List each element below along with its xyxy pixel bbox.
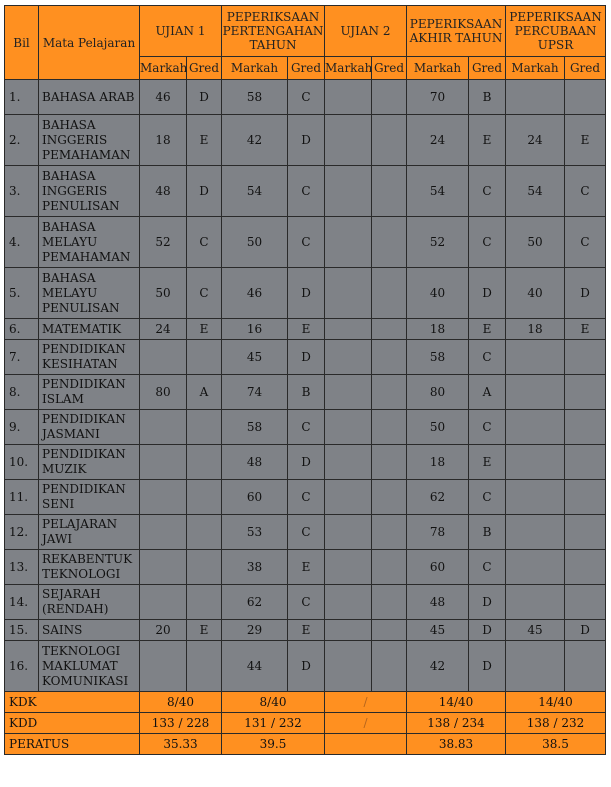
markah-cell: 78 [407, 515, 469, 550]
markah-cell: 80 [407, 375, 469, 410]
footer-peratus-value: 39.5 [222, 734, 325, 755]
table-row [5, 115, 606, 166]
gred-cell: C [469, 550, 506, 585]
markah-cell [325, 80, 372, 115]
row-number: 7. [5, 340, 39, 375]
markah-cell [506, 340, 565, 375]
markah-cell [325, 268, 372, 319]
table-row [5, 550, 606, 585]
gred-cell: C [288, 166, 325, 217]
footer-kdd-value: 131 / 232 [222, 713, 325, 734]
gred-cell [372, 480, 407, 515]
markah-cell: 45 [222, 340, 288, 375]
footer-kdd-value: / [325, 713, 407, 734]
markah-cell [325, 166, 372, 217]
markah-cell: 48 [222, 445, 288, 480]
markah-cell: 62 [222, 585, 288, 620]
footer-kdk-value: 8/40 [140, 692, 222, 713]
header-exam-akhir: PEPERIKSAAN AKHIR TAHUN [407, 6, 506, 57]
gred-cell: A [469, 375, 506, 410]
markah-cell [506, 515, 565, 550]
header-markah: Markah [140, 57, 187, 80]
table-row [5, 80, 606, 115]
gred-cell [187, 585, 222, 620]
markah-cell: 50 [506, 217, 565, 268]
row-number: 6. [5, 319, 39, 340]
header-exam-ujian1: UJIAN 1 [140, 6, 222, 57]
table-row [5, 585, 606, 620]
markah-cell [325, 585, 372, 620]
header-bil: Bil [5, 6, 39, 80]
table-row [5, 641, 606, 692]
gred-cell: E [565, 115, 606, 166]
subject-name: PENDIDIKAN SENI [39, 480, 140, 515]
subject-name: BAHASA MELAYU PENULISAN [39, 268, 140, 319]
markah-cell: 54 [506, 166, 565, 217]
gred-cell [187, 550, 222, 585]
markah-cell: 58 [222, 410, 288, 445]
markah-cell: 44 [222, 641, 288, 692]
markah-cell [506, 641, 565, 692]
markah-cell: 45 [407, 620, 469, 641]
gred-cell: D [288, 115, 325, 166]
gred-cell: D [288, 268, 325, 319]
gred-cell: E [288, 620, 325, 641]
markah-cell [140, 410, 187, 445]
header-gred: Gred [187, 57, 222, 80]
table-row [5, 620, 606, 641]
gred-cell [372, 515, 407, 550]
footer-peratus-value: 35.33 [140, 734, 222, 755]
gred-cell [565, 375, 606, 410]
header-exam-ujian2: UJIAN 2 [325, 6, 407, 57]
markah-cell: 46 [222, 268, 288, 319]
gred-cell [372, 620, 407, 641]
row-number: 1. [5, 80, 39, 115]
markah-cell [140, 445, 187, 480]
markah-cell: 45 [506, 620, 565, 641]
gred-cell: E [288, 550, 325, 585]
markah-cell [140, 480, 187, 515]
footer-kdk-value: / [325, 692, 407, 713]
footer-kdk-value: 14/40 [506, 692, 606, 713]
markah-cell: 50 [222, 217, 288, 268]
subject-name: MATEMATIK [39, 319, 140, 340]
gred-cell: C [469, 410, 506, 445]
row-number: 11. [5, 480, 39, 515]
footer-kdd-value: 133 / 228 [140, 713, 222, 734]
markah-cell: 18 [407, 319, 469, 340]
gred-cell: C [469, 166, 506, 217]
table-row [5, 445, 606, 480]
markah-cell [325, 445, 372, 480]
gred-cell [565, 445, 606, 480]
subject-name: PENDIDIKAN JASMANI [39, 410, 140, 445]
markah-cell: 18 [140, 115, 187, 166]
gred-cell [187, 445, 222, 480]
markah-cell: 60 [407, 550, 469, 585]
table-body [5, 80, 606, 692]
footer-kdd-value: 138 / 234 [407, 713, 506, 734]
gred-cell: C [288, 410, 325, 445]
markah-cell [140, 515, 187, 550]
subject-name: PELAJARAN JAWI [39, 515, 140, 550]
markah-cell: 24 [140, 319, 187, 340]
gred-cell [372, 340, 407, 375]
footer-kdd-label: KDD [5, 713, 140, 734]
gred-cell: E [187, 620, 222, 641]
gred-cell: D [565, 620, 606, 641]
markah-cell: 58 [222, 80, 288, 115]
gred-cell [372, 166, 407, 217]
markah-cell: 80 [140, 375, 187, 410]
gred-cell: E [469, 115, 506, 166]
markah-cell: 52 [140, 217, 187, 268]
markah-cell: 38 [222, 550, 288, 585]
gred-cell [372, 80, 407, 115]
gred-cell: D [469, 641, 506, 692]
row-number: 8. [5, 375, 39, 410]
gred-cell [565, 480, 606, 515]
subject-name: REKABENTUK TEKNOLOGI [39, 550, 140, 585]
table-row [5, 166, 606, 217]
markah-cell [325, 319, 372, 340]
header-markah: Markah [325, 57, 372, 80]
markah-cell: 48 [407, 585, 469, 620]
subject-name: BAHASA MELAYU PEMAHAMAN [39, 217, 140, 268]
gred-cell: B [469, 515, 506, 550]
row-number: 4. [5, 217, 39, 268]
footer-kdk-value: 14/40 [407, 692, 506, 713]
row-number: 14. [5, 585, 39, 620]
subject-name: PENDIDIKAN MUZIK [39, 445, 140, 480]
gred-cell [565, 641, 606, 692]
row-number: 12. [5, 515, 39, 550]
table-header [5, 6, 606, 80]
markah-cell [325, 550, 372, 585]
table-row [5, 340, 606, 375]
row-number: 9. [5, 410, 39, 445]
header-markah: Markah [506, 57, 565, 80]
gred-cell: E [565, 319, 606, 340]
markah-cell [325, 375, 372, 410]
footer-kdk-value: 8/40 [222, 692, 325, 713]
gred-cell: C [187, 268, 222, 319]
gred-cell: A [187, 375, 222, 410]
row-number: 3. [5, 166, 39, 217]
gred-cell [565, 515, 606, 550]
markah-cell [325, 480, 372, 515]
header-exam-percubaan: PEPERIKSAAN PERCUBAAN UPSR [506, 6, 606, 57]
markah-cell: 52 [407, 217, 469, 268]
gred-cell [565, 410, 606, 445]
gred-cell [372, 641, 407, 692]
markah-cell: 50 [140, 268, 187, 319]
table-row [5, 410, 606, 445]
header-gred: Gred [288, 57, 325, 80]
markah-cell: 48 [140, 166, 187, 217]
markah-cell [506, 480, 565, 515]
markah-cell [506, 410, 565, 445]
markah-cell: 74 [222, 375, 288, 410]
gred-cell [372, 115, 407, 166]
table-row [5, 375, 606, 410]
markah-cell: 60 [222, 480, 288, 515]
gred-cell: D [187, 166, 222, 217]
gred-cell: D [469, 585, 506, 620]
gred-cell: D [288, 641, 325, 692]
markah-cell: 50 [407, 410, 469, 445]
gred-cell [565, 550, 606, 585]
footer-peratus-value: 38.5 [506, 734, 606, 755]
row-number: 16. [5, 641, 39, 692]
markah-cell: 54 [222, 166, 288, 217]
markah-cell [325, 620, 372, 641]
gred-cell: E [187, 115, 222, 166]
markah-cell: 18 [506, 319, 565, 340]
gred-cell [187, 340, 222, 375]
table-row [5, 268, 606, 319]
markah-cell: 42 [222, 115, 288, 166]
gred-cell: C [288, 217, 325, 268]
gred-cell [372, 410, 407, 445]
markah-cell [506, 550, 565, 585]
gred-cell: C [565, 166, 606, 217]
table-row [5, 515, 606, 550]
gred-cell: C [187, 217, 222, 268]
gred-cell [187, 641, 222, 692]
subject-name: BAHASA ARAB [39, 80, 140, 115]
gred-cell: B [469, 80, 506, 115]
footer-peratus-label: PERATUS [5, 734, 140, 755]
markah-cell [325, 410, 372, 445]
gred-cell [372, 585, 407, 620]
gred-cell [187, 410, 222, 445]
footer-kdd-value: 138 / 232 [506, 713, 606, 734]
markah-cell: 40 [506, 268, 565, 319]
gred-cell [372, 445, 407, 480]
subject-name: PENDIDIKAN KESIHATAN [39, 340, 140, 375]
table-row [5, 217, 606, 268]
row-number: 10. [5, 445, 39, 480]
gred-cell: D [288, 340, 325, 375]
header-gred: Gred [565, 57, 606, 80]
markah-cell: 53 [222, 515, 288, 550]
header-markah: Markah [407, 57, 469, 80]
gred-cell [372, 217, 407, 268]
markah-cell [506, 585, 565, 620]
gred-cell [372, 268, 407, 319]
gred-cell: D [469, 620, 506, 641]
row-number: 13. [5, 550, 39, 585]
markah-cell: 70 [407, 80, 469, 115]
table-row [5, 480, 606, 515]
header-gred: Gred [372, 57, 407, 80]
header-gred: Gred [469, 57, 506, 80]
footer-kdk-label: KDK [5, 692, 140, 713]
markah-cell: 62 [407, 480, 469, 515]
gred-cell: C [288, 585, 325, 620]
gred-cell [187, 515, 222, 550]
footer-peratus-value: 38.83 [407, 734, 506, 755]
gred-cell: D [565, 268, 606, 319]
gred-cell: C [288, 80, 325, 115]
markah-cell: 54 [407, 166, 469, 217]
subject-name: SAINS [39, 620, 140, 641]
markah-cell [325, 115, 372, 166]
gred-cell: C [288, 515, 325, 550]
gred-cell: D [469, 268, 506, 319]
gred-cell: D [288, 445, 325, 480]
table-row [5, 319, 606, 340]
gred-cell: D [187, 80, 222, 115]
markah-cell: 24 [506, 115, 565, 166]
gred-cell: E [187, 319, 222, 340]
gred-cell: C [565, 217, 606, 268]
markah-cell: 40 [407, 268, 469, 319]
subject-name: BAHASA INGGERIS PENULISAN [39, 166, 140, 217]
markah-cell [140, 550, 187, 585]
subject-name: PENDIDIKAN ISLAM [39, 375, 140, 410]
markah-cell: 42 [407, 641, 469, 692]
gred-cell [565, 80, 606, 115]
gred-cell [372, 550, 407, 585]
gred-cell: B [288, 375, 325, 410]
header-exam-pertengahan: PEPERIKSAAN PERTENGAHAN TAHUN [222, 6, 325, 57]
markah-cell [325, 515, 372, 550]
gred-cell [187, 480, 222, 515]
markah-cell: 29 [222, 620, 288, 641]
markah-cell: 46 [140, 80, 187, 115]
footer-peratus-value [325, 734, 407, 755]
markah-cell [325, 340, 372, 375]
gred-cell [565, 340, 606, 375]
gred-cell: C [469, 480, 506, 515]
subject-name: SEJARAH (RENDAH) [39, 585, 140, 620]
markah-cell [506, 445, 565, 480]
markah-cell [506, 375, 565, 410]
markah-cell [325, 217, 372, 268]
markah-cell [140, 585, 187, 620]
subject-name: TEKNOLOGI MAKLUMAT KOMUNIKASI [39, 641, 140, 692]
header-subject: Mata Pelajaran [39, 6, 140, 80]
markah-cell [140, 641, 187, 692]
markah-cell: 20 [140, 620, 187, 641]
markah-cell: 58 [407, 340, 469, 375]
row-number: 5. [5, 268, 39, 319]
markah-cell: 24 [407, 115, 469, 166]
markah-cell [506, 80, 565, 115]
markah-cell [325, 641, 372, 692]
gred-cell: E [288, 319, 325, 340]
markah-cell: 18 [407, 445, 469, 480]
markah-cell: 16 [222, 319, 288, 340]
table-footer [5, 692, 606, 755]
markah-cell [140, 340, 187, 375]
results-table [4, 5, 606, 755]
gred-cell: C [469, 340, 506, 375]
gred-cell: E [469, 319, 506, 340]
row-number: 2. [5, 115, 39, 166]
gred-cell: C [469, 217, 506, 268]
header-markah: Markah [222, 57, 288, 80]
gred-cell [372, 319, 407, 340]
gred-cell [372, 375, 407, 410]
row-number: 15. [5, 620, 39, 641]
gred-cell: C [288, 480, 325, 515]
gred-cell [565, 585, 606, 620]
gred-cell: E [469, 445, 506, 480]
subject-name: BAHASA INGGERIS PEMAHAMAN [39, 115, 140, 166]
